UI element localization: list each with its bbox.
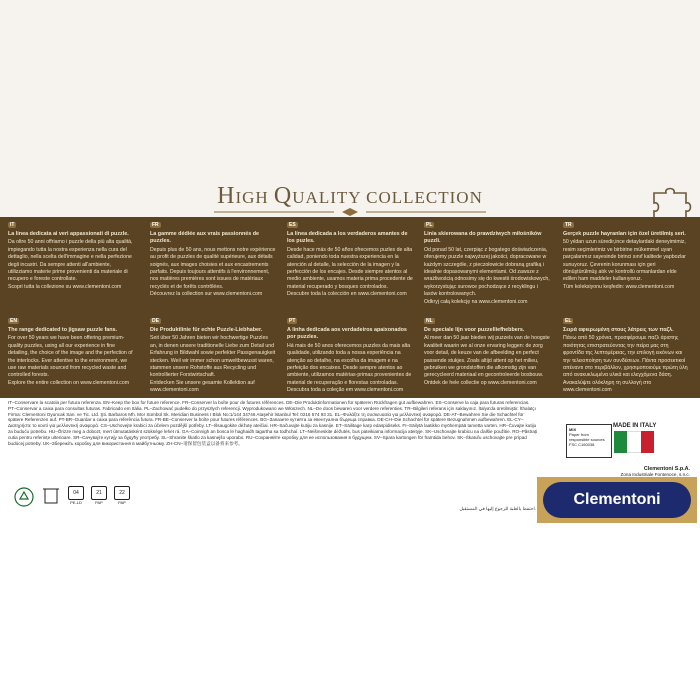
language-badge: EL xyxy=(565,318,572,324)
clementoni-logo xyxy=(537,477,697,523)
collection-link[interactable]: Explore the entire collection on www.clementoni.com xyxy=(8,379,130,386)
language-body: Al meer dan 50 jaar bieden wij puzzels van de hoogste kwaliteit waarin we al onze ervaring leggen: de zorg voor detail, de keuze van de afbeelding en perfect passende stukjes. Zoals altijd attent op het milieu, gebruiken we grondstoffen die afkomstig zijn van gerecycleerd materiaal en gecontroleerde bosbouw. xyxy=(424,335,550,379)
title-part: Q xyxy=(273,183,293,209)
collection-title xyxy=(0,183,700,210)
language-block-en xyxy=(8,318,134,387)
language-body: Desde hace más de 50 años ofrecemos puzles de alta calidad, poniendo toda nuestra experiencia en la atención al detalle, la selección de la imagen y la perfección de los encajes. Desde siempre atentos al medio ambiente, usamos materia prima procedente de material recuperado y bosques controlados. xyxy=(287,246,413,290)
language-block-el xyxy=(563,318,689,395)
language-badge: DE xyxy=(152,318,159,324)
language-badge: NL xyxy=(426,318,433,324)
language-heading: Σειρά αφιερωμένη στους λάτρεις των παζλ. xyxy=(563,327,674,333)
recycle-label: PAP xyxy=(118,500,126,505)
language-block-pl xyxy=(424,222,550,306)
language-badge: IT xyxy=(10,222,15,228)
collection-link[interactable]: Tüm koleksiyonu keşfedin: www.clementoni.com xyxy=(563,283,675,290)
language-heading: A linha dedicada aos verdadeiros apaixonados por puzzles. xyxy=(287,327,407,341)
header-area xyxy=(0,0,700,210)
recycle-label: PAP xyxy=(95,500,103,505)
title-part: UALITY xyxy=(292,188,367,207)
made-in-italy: MADE IN ITALY xyxy=(613,423,657,429)
language-heading: De speciale lijn voor puzzelliefhebbers. xyxy=(424,327,525,333)
recycle-number: 21 xyxy=(91,486,107,500)
language-heading: La linea dedicata ai veri appassionati di puzzle. xyxy=(8,231,129,237)
language-heading: La gamme dédiée aux vrais passionnés de puzzles. xyxy=(150,231,260,245)
language-body: 50 yıldan uzun süredir,ince detaylardaki deneyimimiz, resim seçimlerimiz ve birbirine mükemmel uyan parçalarımız sayesinde birinci sınıf kalitede yapbozlar sunuyoruz. Çevrenin korunması için geri dönüştürülmüş atık ve kontrollü ormanlardan elde edilen ham maddeler kullanıyoruz. xyxy=(563,239,686,283)
fsc-code: FSC C160038 xyxy=(569,442,595,447)
collection-link[interactable]: Descubre toda la colección en www.clementoni.com xyxy=(287,291,407,298)
italy-flag-icon xyxy=(614,431,654,453)
arabic-note: احتفظ بالعلبة للرجوع إليها في المستقبل. xyxy=(459,506,536,511)
recycle-icon xyxy=(14,487,34,507)
language-heading: Die Produktlinie für echte Puzzle-Liebhaber. xyxy=(150,327,263,333)
collection-link[interactable]: Ανακαλύψτε ολόκληρη τη συλλογή στο www.clementoni.com xyxy=(563,379,652,394)
language-body: Od ponad 50 lat, czerpiąc z bogatego doświadczenia, oferujemy puzzle najwyższej jakości, dopracowane w każdym szczególe, z pieczołowicie dobraną grafiką i idealnie dopasowanymi elementami. Od zawsze z wrażliwością odnosimy się do kwestii środowiskowych, wykorzystując surowce pochodzące z recyklingu i lasów kontrolowanych. xyxy=(424,246,550,298)
language-body: Πάνω από 50 χρόνια, προσφέρουμε παζλ άριστης ποιότητας επιστρατεύοντας την πείρα μας στη φροντίδα της λεπτομέρειας, την επιλογή εικόνων και την τελειοποίηση των συνδέσεων. Πάντα προσεκτικοί απέναντι στο περιβάλλον, χρησιμοποιούμε πρώτη ύλη από ανακυκλωμένα υλικά και ελεγχόμενα δάση. xyxy=(563,335,688,379)
language-badge: FR xyxy=(152,222,159,228)
language-badge: TR xyxy=(565,222,572,228)
recycle-number: 04 xyxy=(68,486,84,500)
language-heading: Linia skierowana do prawdziwych miłośników puzzli. xyxy=(424,231,542,245)
collection-link[interactable]: Odkryj całą kolekcję na www.clementoni.com xyxy=(424,298,528,305)
fsc-label xyxy=(566,424,612,458)
language-body: Da oltre 50 anni offriamo i puzzle della più alta qualità, impiegando tutta la nostra esperienza nella cura del dettaglio, nella scelta dell'immagine e nella perfezione degli incastri. Da sempre attenti all'ambiente, utilizziamo materie prime provenienti da materiale di recupero e foreste controllate. xyxy=(8,239,133,283)
language-badge: EN xyxy=(10,318,17,324)
language-block-tr xyxy=(563,222,689,291)
language-heading: La línea dedicada a los verdaderos amantes de los puzles. xyxy=(287,231,408,245)
collection-link[interactable]: Entdecken Sie unsere gesamte Kollektion auf www.clementoni.com xyxy=(150,379,255,394)
logo-text: Clementoni xyxy=(543,482,691,518)
recycle-label: PE-LD xyxy=(70,500,82,505)
collection-link[interactable]: Ontdek de hele collectie op www.clementoni.com xyxy=(424,379,537,386)
recycle-number: 22 xyxy=(114,486,130,500)
language-heading: The range dedicated to jigsaw puzzle fans. xyxy=(8,327,118,333)
company-name: Clementoni S.p.A. xyxy=(643,466,690,472)
language-block-es xyxy=(287,222,413,299)
collection-link[interactable]: Scopri tutta la collezione su www.clementoni.com xyxy=(8,283,122,290)
title-part: COLLECTION xyxy=(366,188,483,207)
company-address: Zona Industriale Fontenoce, s.n.c. xyxy=(620,472,690,477)
title-part: IGH xyxy=(235,188,274,207)
ornament-divider xyxy=(214,207,486,217)
language-block-it xyxy=(8,222,134,291)
recycle-code xyxy=(91,486,107,505)
fsc-mix: MIX xyxy=(569,427,577,432)
language-badge: ES xyxy=(289,222,296,228)
language-block-pt xyxy=(287,318,413,395)
language-body: For over 50 years we have been offering premium-quality puzzles, using all our experience in fine detailing, the choice of the image and the perfection of the interlocks. Ever attentive to the environment, we use raw materials sourced from recycled waste and controlled forests. xyxy=(8,335,133,379)
language-body: Há mais de 50 anos oferecemos puzzles da mais alta qualidade, utilizando toda a nossa experiência na atenção ao detalhe, na escolha da imagem e na perfeição dos encaixes. Desde sempre atentos ao ambiente, utilizamos matérias-primas provenientes de material de recuperação e florestas controladas. xyxy=(287,342,412,386)
collection-link[interactable]: Descubra toda a coleção em www.clementoni.com xyxy=(287,387,404,394)
sort-waste-icon xyxy=(42,485,60,505)
legal-text: IT–Conservare la scatola per futura referenza. EN–Keep the box for future reference. FR–Conserver la boîte pour de futures références. DE–Die Produktinformationen für späteren Rückfragen gut aufbewahren. ES–Conserve la caja para futuras referencias. PT–Conservar a caixa para consultas futuras. Fabricado em Itália. PL–Zachować pudełko do przyszłych referencji. Wyprodukowano we Włoszech. NL–De doos bewaren voor verdere referenties. TR–Bilgileri referans için saklayınız. İtalya'da üretilmiştir. İthalatçı Firma: Clementoni Oyuncak San. ve Tic. Ltd. Şti. Barbaros Mh. Mor Sümbül Sk. Meridian Business I Blok No:1/144 34746 Ataşehir İstanbul Tel: 0216 574 93 31. EL–Φυλάξτε τη συσκευασία για μελλοντική αναφορά. DE-AT–Bewahren Sie die Schachtel für spätere Referenzen auf. PT-BR–Guardar a caixa para referência futura. FR-BE–Conserver la boîte pour futures références. BG–Запазете кутията за евентуална бъдеща справка. DE-CH–Die Schachtel für spätere Bezugnahmen aufbewahren. EL-CY–Διατηρήστε το κουτί για μελλοντική αναφορά. CS–Uschovejte krabici za účelem pozdější potřeby. LT–Išsaugokite dėžutę ateičiai. HR–Sačuvajte kutiju za kasnije. ET–Säilitage karp edaspidiseks. FI–Säilytä laatikko myöhempää tarvetta varten. HR–Čuvajte kutiju za buduću potrebu. HU–Őrizze meg a dobozt, mert útmutatásként szüksége lehet rá. GA–Coinnigh an bosca le haghaidh tagartha sa todhchaí. LT–Neišmeskite dėžutės, bus pateikiama informacija ateityje. SK–Uschovajte krabicu na ďalšie použitie. RO–Păstrați cutia pentru referințe ulterioare. SR–Сачувајте кутију за будућу употребу. SL–Shranite škatlo za kasnejšo uporabo. RU–Сохраняйте коробку для ее использования в будущем. SV–Spara kartongen för framtida behov. SK–Škatuľu uschovajte pre prípad budúcej potreby. UK–Збережіть коробку для використання в майбутньому. ZH-CN–请保留包装盒以备将来参考。 xyxy=(8,400,538,446)
recycle-code xyxy=(68,486,84,505)
language-badge: PL xyxy=(426,222,433,228)
title-part: H xyxy=(217,183,236,209)
recycle-code xyxy=(114,486,130,505)
language-block-nl xyxy=(424,318,550,387)
language-heading: Gerçek puzzle hayranları için özel üretilmiş seri. xyxy=(563,231,686,237)
fsc-text: Paper from responsible sources xyxy=(569,432,605,442)
collection-link[interactable]: Découvrez la collection sur www.clementoni.com xyxy=(150,291,263,298)
language-block-fr xyxy=(150,222,276,299)
language-body: Depuis plus de 50 ans, nous mettons notre expérience au profit de puzzles de qualité supérieure, aux détails soignés, aux images choisies et aux encastrements parfaits. Depuis toujours attentifs à l'environnement, nos matières premières sont issues de matériaux recyclés et de forêts contrôlées. xyxy=(150,246,276,290)
language-body: Seit über 50 Jahren bieten wir hochwertige Puzzles an, in denen unsere traditionelle Liebe zum Detail und Erfahrung in Bildwahl sowie perfekter Passgenauigkeit stecken. Weil wir immer schon umweltbewusst waren, stammen unsere Rohstoffe aus Recycling und kontrollierter Forstwirtschaft. xyxy=(150,335,276,379)
language-block-de xyxy=(150,318,276,395)
language-badge: PT xyxy=(289,318,296,324)
